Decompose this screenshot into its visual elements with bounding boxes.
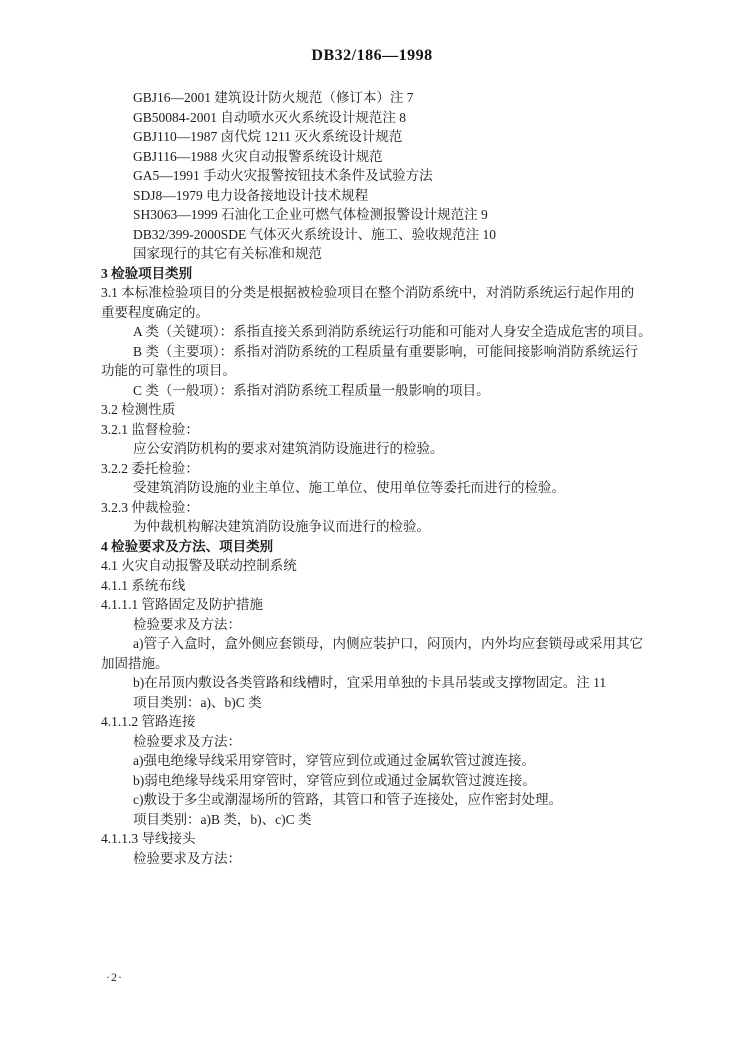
text-line: b)在吊顶内敷设各类管路和线槽时，宜采用单独的卡具吊装或支撑物固定。注 11	[133, 675, 607, 690]
text-line: 为仲裁机构解决建筑消防设施争议而进行的检验。	[133, 519, 430, 534]
text-line: 受建筑消防设施的业主单位、施工单位、使用单位等委托而进行的检验。	[133, 480, 565, 495]
text-line: 4 检验要求及方法、项目类别	[101, 538, 274, 554]
text-line: a)管子入盒时，盒外侧应套锁母，内侧应装护口，闷顶内，内外均应套锁母或采用其它	[133, 636, 643, 651]
text-line: GB50084-2001 自动喷水灭火系统设计规范注 8	[133, 109, 406, 125]
text-line: 4.1.1.3 导线接头	[101, 831, 196, 846]
text-line: 项目类别：a)、b)C 类	[133, 694, 262, 710]
page-number: ·2·	[106, 970, 123, 984]
text-line: 3.1 本标准检验项目的分类是根据被检验项目在整个消防系统中，对消防系统运行起作用的	[101, 285, 635, 300]
text-line: 3.2.1 监督检验：	[101, 421, 199, 437]
text-line: a)强电绝缘导线采用穿管时，穿管应到位或通过金属软管过渡连接。	[133, 753, 535, 768]
text-line: 检验要求及方法：	[133, 616, 241, 632]
text-line: 3.2.2 委托检验：	[101, 460, 199, 476]
text-line: SH3063—1999 石油化工企业可燃气体检测报警设计规范注 9	[133, 207, 488, 222]
text-line: 项目类别：a)B 类，b)、c)C 类	[133, 811, 312, 827]
document-body	[101, 88, 661, 868]
text-line: GBJ16—2001 建筑设计防火规范（修订本）注 7	[133, 90, 414, 105]
text-line: 3.2.3 仲裁检验：	[101, 499, 199, 515]
text-line: 加固措施。	[101, 655, 169, 671]
text-line: 4.1.1.1 管路固定及防护措施	[101, 597, 263, 612]
text-line: 4.1.1 系统布线	[101, 577, 186, 593]
text-line: c)敷设于多尘或潮湿场所的管路，其管口和管子连接处，应作密封处理。	[133, 792, 562, 807]
text-line: 3.2 检测性质	[101, 402, 176, 417]
text-line: 3 检验项目类别	[101, 265, 193, 281]
text-line: 4.1.1.2 管路连接	[101, 714, 196, 729]
text-line: GA5—1991 手动火灾报警按钮技术条件及试验方法	[133, 168, 433, 183]
text-line: 重要程度确定的。	[101, 304, 209, 320]
text-line: 应公安消防机构的要求对建筑消防设施进行的检验。	[133, 441, 444, 456]
text-line: A 类（关键项）：系指直接关系到消防系统运行功能和可能对人身安全造成危害的项目。	[133, 324, 652, 339]
text-line: 检验要求及方法：	[133, 850, 241, 866]
standard-code-header: DB32/186—1998	[311, 47, 433, 64]
text-line: 4.1 火灾自动报警及联动控制系统	[101, 558, 297, 573]
text-line: B 类（主要项）：系指对消防系统的工程质量有重要影响，可能间接影响消防系统运行	[133, 343, 639, 359]
text-line: GBJ116—1988 火灾自动报警系统设计规范	[133, 148, 383, 164]
text-line: SDJ8—1979 电力设备接地设计技术规程	[133, 187, 369, 203]
text-line: 功能的可靠性的项目。	[101, 363, 236, 378]
text-line: DB32/399-2000SDE 气体灭火系统设计、施工、验收规范注 10	[133, 226, 497, 242]
text-line: 检验要求及方法：	[133, 733, 241, 749]
text-line: GBJ110—1987 卤代烷 1211 灭火系统设计规范	[133, 129, 403, 144]
text-line: b)弱电绝缘导线采用穿管时，穿管应到位或通过金属软管过渡连接。	[133, 772, 536, 788]
text-line: 国家现行的其它有关标准和规范	[133, 246, 322, 261]
text-line: C 类（一般项）：系指对消防系统工程质量一般影响的项目。	[133, 382, 490, 398]
